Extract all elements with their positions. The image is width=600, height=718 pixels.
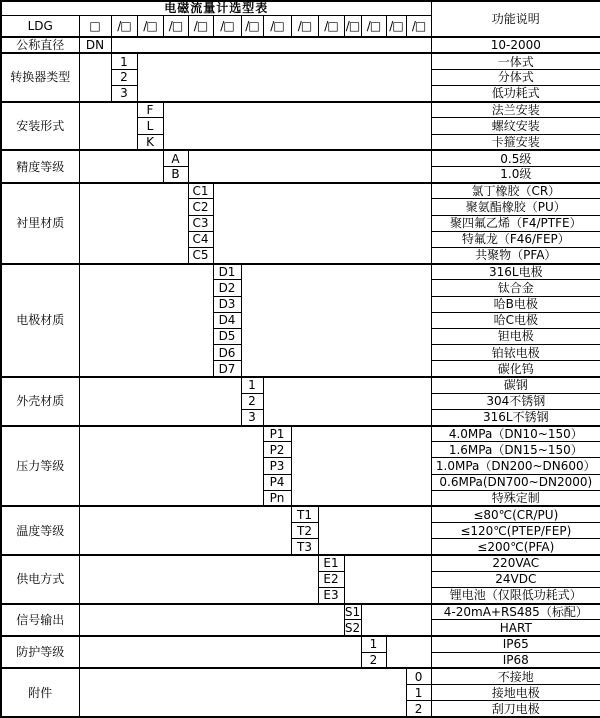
code-cell: 1 (361, 636, 386, 652)
group-label: 供电方式 (1, 555, 79, 604)
code-cell: E3 (318, 587, 344, 603)
feature-description: 一体式 (431, 53, 600, 69)
code-cell: C3 (188, 215, 213, 231)
code-cell: F (137, 102, 163, 118)
feature-description: 法兰安装 (431, 102, 600, 118)
code-cell: 2 (241, 393, 263, 409)
empty-area (111, 37, 431, 53)
empty-area (163, 102, 431, 151)
empty-area (79, 555, 318, 604)
group-label: 温度等级 (1, 506, 79, 555)
feature-description: 碳钢 (431, 377, 600, 393)
code-cell: 2 (361, 652, 386, 668)
code-cell: 3 (241, 409, 263, 425)
feature-description: 1.0级 (431, 167, 600, 183)
empty-area (79, 604, 344, 636)
table-row (1, 668, 600, 684)
code-cell: 1 (111, 53, 137, 69)
feature-description: 1.0MPa（DN200~DN600） (431, 458, 600, 474)
table-row (1, 264, 600, 280)
code-cell: A (163, 150, 188, 166)
empty-area (79, 53, 111, 102)
feature-description: 特氟龙（F46/FEP） (431, 231, 600, 247)
feature-description: 螺纹安装 (431, 118, 600, 134)
table-row (1, 37, 600, 53)
code-cell: D3 (213, 296, 241, 312)
model-slot: /□ (386, 15, 406, 37)
code-cell: DN (79, 37, 111, 53)
feature-description: 哈C电极 (431, 312, 600, 328)
code-cell: 0 (406, 668, 431, 684)
model-slot: /□ (111, 15, 137, 37)
code-cell: P2 (263, 442, 291, 458)
empty-area (318, 506, 431, 555)
model-slot: /□ (406, 15, 431, 37)
code-cell: 2 (111, 69, 137, 85)
table-row (1, 183, 600, 199)
feature-description: 24VDC (431, 571, 600, 587)
feature-description: 锂电池（仅限低功耗式） (431, 587, 600, 603)
feature-description: ≤80℃(CR/PU) (431, 506, 600, 522)
feature-description: 316L不锈钢 (431, 409, 600, 425)
table-row (1, 150, 600, 166)
feature-description: 0.5级 (431, 150, 600, 166)
code-cell: S2 (344, 620, 361, 635)
model-slot: /□ (163, 15, 188, 37)
empty-area (79, 668, 406, 717)
code-cell: Pn (263, 490, 291, 506)
code-cell: 3 (111, 86, 137, 102)
feature-description: 不接地 (431, 668, 600, 684)
feature-description: 304不锈钢 (431, 393, 600, 409)
feature-description: 220VAC (431, 555, 600, 571)
empty-area (137, 53, 431, 102)
empty-area (79, 264, 213, 377)
group-label: 压力等级 (1, 426, 79, 507)
group-label: 信号输出 (1, 604, 79, 636)
model-slot: /□ (361, 15, 386, 37)
feature-description: 卡箍安装 (431, 134, 600, 150)
group-label: 公称直径 (1, 37, 79, 53)
code-cell: P4 (263, 474, 291, 490)
code-cell: C4 (188, 231, 213, 247)
code-cell: D6 (213, 345, 241, 361)
feature-description: 钽电极 (431, 328, 600, 344)
feature-description: ≤120℃(PTEP/FEP) (431, 523, 600, 539)
empty-area (344, 555, 431, 604)
model-slot: /□ (241, 15, 263, 37)
code-cell: 1 (406, 685, 431, 701)
code-cell: 1 (241, 377, 263, 393)
feature-description: 低功耗式 (431, 86, 600, 102)
empty-area (79, 102, 137, 151)
feature-description: 接地电极 (431, 685, 600, 701)
model-slot: /□ (213, 15, 241, 37)
empty-area (79, 426, 263, 507)
code-cell: C1 (188, 183, 213, 199)
feature-description: HART (431, 620, 600, 636)
code-cell: T1 (291, 506, 318, 522)
code-cell: E2 (318, 571, 344, 587)
empty-area (263, 377, 431, 426)
code-cell: T3 (291, 539, 318, 555)
model-slot: /□ (137, 15, 163, 37)
group-label: 转换器类型 (1, 53, 79, 102)
feature-description: 哈B电极 (431, 296, 600, 312)
empty-area (79, 506, 291, 555)
table-row (1, 555, 600, 571)
code-cell: T2 (291, 523, 318, 539)
code-cell: C5 (188, 247, 213, 263)
code-cell: D2 (213, 280, 241, 296)
group-label: 衬里材质 (1, 183, 79, 264)
code-cell: L (137, 118, 163, 134)
code-cell: B (163, 167, 188, 183)
table-row (1, 377, 600, 393)
table-row (1, 506, 600, 522)
table-row (1, 102, 600, 118)
group-label: 防护等级 (1, 636, 79, 668)
feature-description: 钛合金 (431, 280, 600, 296)
code-cell: K (137, 134, 163, 150)
code-cell: D7 (213, 361, 241, 377)
feature-description: 聚氨酯橡胶（PU） (431, 199, 600, 215)
feature-description: 4.0MPa（DN10~150） (431, 426, 600, 442)
feature-description: 共聚物（PFA） (431, 247, 600, 263)
empty-area (188, 150, 431, 182)
empty-area (79, 183, 188, 264)
table-row (1, 604, 600, 620)
code-cell: P3 (263, 458, 291, 474)
table-row (1, 636, 600, 652)
group-label: 外壳材质 (1, 377, 79, 426)
group-label: 附件 (1, 668, 79, 717)
feature-description: 碳化钨 (431, 361, 600, 377)
code-cell: 2 (406, 701, 431, 717)
empty-area (241, 264, 431, 377)
table-row (1, 53, 600, 69)
group-label: 精度等级 (1, 150, 79, 182)
empty-area (213, 183, 431, 264)
empty-area (361, 604, 431, 636)
group-label: 电极材质 (1, 264, 79, 377)
empty-area (79, 377, 241, 426)
code-cell: D1 (213, 264, 241, 280)
feature-description: 聚四氟乙烯（F4/PTFE） (431, 215, 600, 231)
empty-area (79, 636, 361, 668)
empty-area (291, 426, 431, 507)
function-column-header: 功能说明 (431, 1, 600, 37)
code-cell: S1 (344, 604, 361, 619)
feature-description: 1.6MPa（DN15~150） (431, 442, 600, 458)
feature-description: 铂铱电极 (431, 345, 600, 361)
feature-description: 0.6MPa(DN700~DN2000) (431, 474, 600, 490)
model-slot: /□ (344, 15, 361, 37)
feature-description: 刮刀电极 (431, 701, 600, 717)
feature-description: 10-2000 (431, 37, 600, 53)
code-cell: E1 (318, 555, 344, 571)
feature-description: 4-20mA+RS485（标配） (431, 604, 600, 620)
model-first-box: □ (79, 15, 111, 37)
empty-area (79, 150, 163, 182)
empty-area (386, 636, 431, 668)
table-row (1, 426, 600, 442)
table-title: 电磁流量计选型表 (1, 1, 431, 15)
model-slot: /□ (263, 15, 291, 37)
feature-description: 氯丁橡胶（CR） (431, 183, 600, 199)
feature-description: ≤200℃(PFA) (431, 539, 600, 555)
model-slot: /□ (318, 15, 344, 37)
feature-description: IP68 (431, 652, 600, 668)
feature-description: IP65 (431, 636, 600, 652)
model-slot: /□ (291, 15, 318, 37)
group-label: 安装形式 (1, 102, 79, 151)
feature-description: 分体式 (431, 69, 600, 85)
model-prefix-label: LDG (1, 15, 79, 37)
model-slot: /□ (188, 15, 213, 37)
code-cell: P1 (263, 426, 291, 442)
feature-description: 316L电极 (431, 264, 600, 280)
code-cell: D4 (213, 312, 241, 328)
code-cell: C2 (188, 199, 213, 215)
feature-description: 特殊定制 (431, 490, 600, 506)
code-cell: D5 (213, 328, 241, 344)
